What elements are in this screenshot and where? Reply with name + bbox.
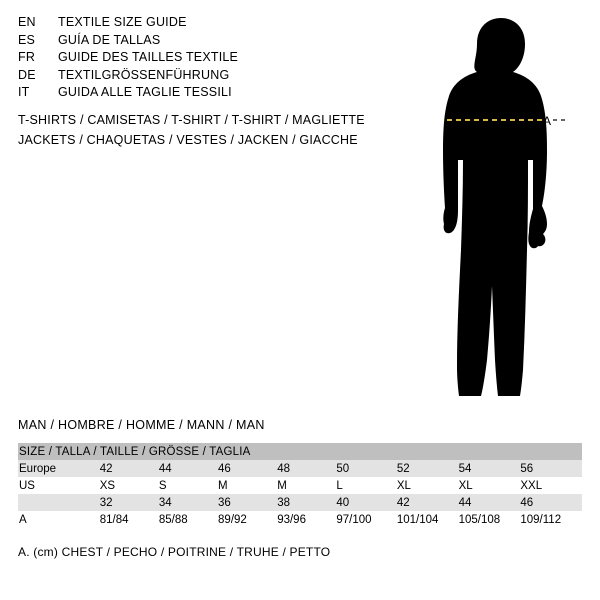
cell-value: 81/84 xyxy=(100,511,159,528)
cell-value: XXL xyxy=(520,477,582,494)
row-label: A xyxy=(18,511,100,528)
language-row xyxy=(18,32,368,50)
language-code: EN xyxy=(18,15,36,29)
cell-value: XL xyxy=(459,477,521,494)
table-header-label: SIZE / TALLA / TAILLE / GRÖSSE / TAGLIA xyxy=(18,443,582,460)
language-title: GUIDA ALLE TAGLIE TESSILI xyxy=(58,85,232,99)
cell-value: L xyxy=(336,477,396,494)
cell-value: XS xyxy=(100,477,159,494)
cell-value: 48 xyxy=(277,460,336,477)
cell-value: 42 xyxy=(397,494,459,511)
cell-value: 50 xyxy=(336,460,396,477)
cell-value: 109/112 xyxy=(520,511,582,528)
cell-value: 89/92 xyxy=(218,511,277,528)
table-row xyxy=(18,494,582,511)
cell-value: 105/108 xyxy=(459,511,521,528)
language-code: ES xyxy=(18,32,36,47)
cell-value: M xyxy=(218,477,277,494)
cell-value: 52 xyxy=(397,460,459,477)
language-code: DE xyxy=(18,67,36,82)
male-silhouette-figure xyxy=(395,10,595,405)
cell-value: 34 xyxy=(159,494,218,511)
cell-value: S xyxy=(159,477,218,494)
cell-value: 97/100 xyxy=(336,511,396,528)
measurement-footnote: A. (cm) CHEST / PECHO / POITRINE / TRUHE / PETTO xyxy=(18,545,331,559)
table-row xyxy=(18,477,582,494)
cell-value: 54 xyxy=(459,460,521,477)
garment-category-block xyxy=(18,110,418,150)
language-row xyxy=(18,14,368,32)
row-label: US xyxy=(18,477,100,494)
cell-value: 46 xyxy=(218,460,277,477)
cell-value: 46 xyxy=(520,494,582,511)
table-header-row xyxy=(18,443,582,460)
cell-value: 56 xyxy=(520,460,582,477)
cell-value: M xyxy=(277,477,336,494)
language-title: TEXTILGRÖSSENFÜHRUNG xyxy=(58,67,230,82)
table-row xyxy=(18,460,582,477)
language-code: IT xyxy=(18,85,30,99)
table-row xyxy=(18,511,582,528)
cell-value: 42 xyxy=(100,460,159,477)
row-label xyxy=(18,494,100,511)
row-label: Europe xyxy=(18,460,100,477)
cell-value: 101/104 xyxy=(397,511,459,528)
cell-value: 44 xyxy=(459,494,521,511)
language-title: GUIDE DES TAILLES TEXTILE xyxy=(58,50,239,64)
chest-marker-label: A xyxy=(543,114,552,128)
language-row xyxy=(18,84,368,102)
cell-value: 44 xyxy=(159,460,218,477)
cell-value: 32 xyxy=(100,494,159,511)
language-row xyxy=(18,67,368,85)
cell-value: XL xyxy=(397,477,459,494)
silhouette-icon xyxy=(395,10,595,405)
cell-value: 40 xyxy=(336,494,396,511)
language-title: GUÍA DE TALLAS xyxy=(58,32,161,47)
language-code: FR xyxy=(18,50,36,64)
cell-value: 93/96 xyxy=(277,511,336,528)
language-row xyxy=(18,49,368,67)
cell-value: 36 xyxy=(218,494,277,511)
cell-value: 85/88 xyxy=(159,511,218,528)
gender-title: MAN / HOMBRE / HOMME / MANN / MAN xyxy=(18,418,265,432)
size-table xyxy=(18,443,582,528)
cell-value: 38 xyxy=(277,494,336,511)
language-header-block xyxy=(18,14,368,102)
category-line-jackets: JACKETS / CHAQUETAS / VESTES / JACKEN / GIACCHE xyxy=(18,133,358,147)
category-line-tshirts: T-SHIRTS / CAMISETAS / T-SHIRT / T-SHIRT / MAGLIETTE xyxy=(18,113,365,127)
language-title: TEXTILE SIZE GUIDE xyxy=(58,15,187,29)
